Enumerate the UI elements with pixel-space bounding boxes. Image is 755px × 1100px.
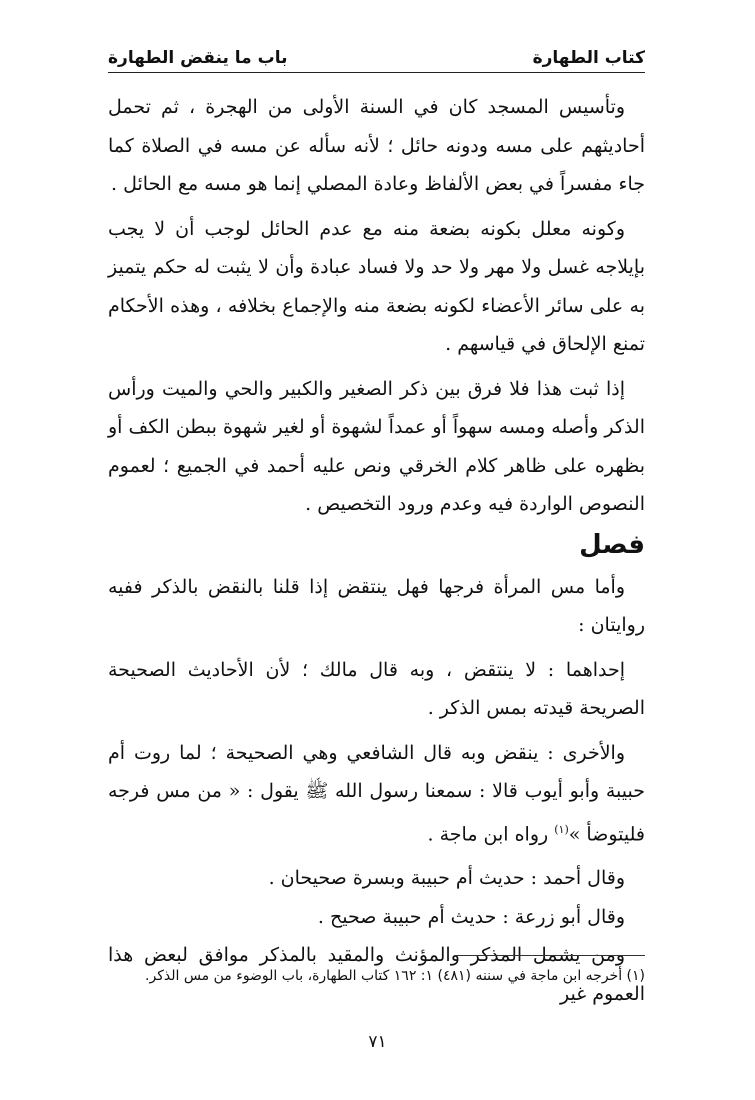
paragraph: ومن يشمل المذكر والمؤنث والمقيد بالمذكر موافق لبعض هذا العموم غير bbox=[108, 944, 645, 1005]
paragraph: إحداهما : لا ينتقض ، وبه قال مالك ؛ لأن الأحاديث الصحيحة الصريحة قيدته بمس الذكر . bbox=[108, 658, 645, 719]
paragraph: وتأسيس المسجد كان في السنة الأولى من الهجرة ، ثم تحمل أحاديثهم على مسه ودونه حائل ؛ لأنه سأله عن مسه في الصلاة كما جاء مفسراً في بعض الألفاظ وعادة المصلي إنما هو مسه مع الحائل . bbox=[108, 96, 645, 195]
paragraph: وأما مس المرأة فرجها فهل ينتقض إذا قلنا بالنقض بالذكر ففيه روايتان : bbox=[108, 575, 645, 636]
hadith-paragraph bbox=[108, 734, 645, 854]
footnote-ref[interactable]: (١) bbox=[554, 822, 569, 836]
paragraph: وكونه معلل بكونه بضعة منه مع عدم الحائل لوجب أن لا يجب بإيلاجه غسل ولا مهر ولا حد ولا فساد عبادة وأن لا يثبت له حكم يتميز به على سائر الأعضاء لكونه بضعة منه والإجماع بخلافه ، وهذه الأحكام تمنع الإلحاق في قياسهم . bbox=[108, 217, 645, 355]
page-number: ٧١ bbox=[368, 1032, 387, 1052]
hadith-text: والأخرى : ينقض وبه قال الشافعي وهي الصحيحة ؛ لما روت أم حبيبة وأبو أيوب قالا : سمعنا رسول الله ﷺ يقول : « من مس فرجه فليتوضأ » bbox=[108, 741, 645, 845]
header-book-title: كتاب الطهارة bbox=[532, 48, 645, 68]
main-text bbox=[108, 88, 645, 1019]
quote-line: وقال أبو زرعة : حديث أم حبيبة صحيح . bbox=[317, 905, 625, 928]
header-chapter-title: باب ما ينقض الطهارة bbox=[108, 48, 288, 68]
footnote: (١) أخرجه ابن ماجة في سننه (٤٨١) ١: ١٦٢ كتاب الطهارة، باب الوضوء من مس الذكر. bbox=[145, 968, 645, 984]
quote-line: وقال أحمد : حديث أم حبيبة وبسرة صحيحان . bbox=[268, 867, 625, 890]
footnote-divider bbox=[455, 955, 645, 956]
hadith-source: رواه ابن ماجة . bbox=[427, 822, 555, 845]
running-header bbox=[108, 38, 645, 73]
section-title: فصل bbox=[579, 529, 645, 560]
paragraph: إذا ثبت هذا فلا فرق بين ذكر الصغير والكبير والحي والميت ورأس الذكر وأصله ومسه سهواً أو عمداً لشهوة أو لغير شهوة ببطن الكف أو بظهره على ظاهر كلام الخرقي ونص عليه أحمد في الجميع ؛ لعموم النصوص الواردة فيه وعدم ورود التخصيص . bbox=[108, 377, 645, 515]
